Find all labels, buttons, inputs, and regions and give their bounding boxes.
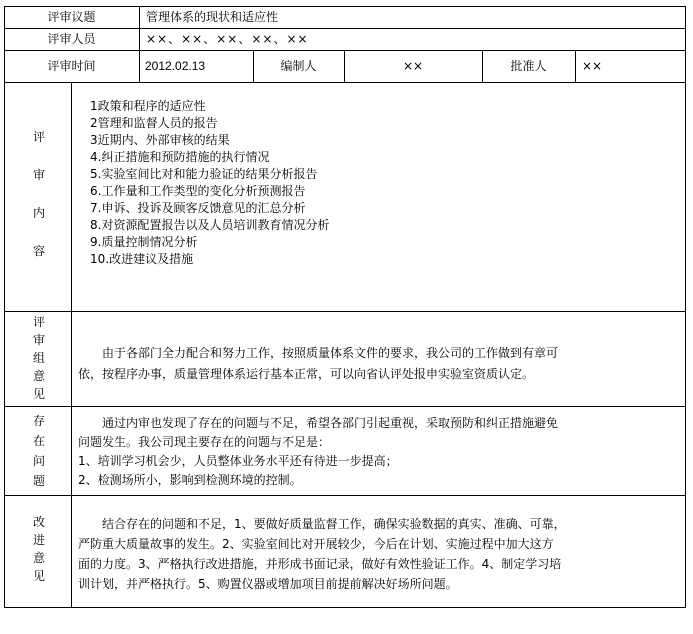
problems-label-char: 问 xyxy=(32,454,45,468)
improvement-label-char: 进 xyxy=(32,533,45,547)
grid-line xyxy=(4,406,686,407)
grid-line xyxy=(4,6,686,7)
improvement-text xyxy=(78,514,678,594)
grid-line xyxy=(685,6,686,608)
opinion-label-char: 意 xyxy=(32,369,45,383)
list-item: 7.申诉、投诉及顾客反馈意见的汇总分析 xyxy=(90,201,306,215)
opinion-label-char: 审 xyxy=(32,333,45,347)
list-item: 10.改进建议及措施 xyxy=(90,252,194,266)
opinion-line: 由于各部门全力配合和努力工作，按照质量体系文件的要求，我公司的工作做到有章可 xyxy=(102,346,559,360)
topic-label: 评审议题 xyxy=(47,10,96,24)
list-item: 6.工作量和工作类型的变化分析预测报告 xyxy=(90,184,306,198)
problems-label-char: 存 xyxy=(32,414,45,428)
list-item: 4.纠正措施和预防措施的执行情况 xyxy=(90,150,270,164)
problems-label-char: 在 xyxy=(32,434,45,448)
improvement-label-char: 见 xyxy=(32,569,45,583)
opinion-label xyxy=(4,313,74,403)
grid-line xyxy=(4,28,686,29)
content-label-char: 内 xyxy=(32,206,45,220)
time-label: 评审时间 xyxy=(47,59,96,73)
problems-label xyxy=(4,411,74,491)
opinion-label-char: 组 xyxy=(32,351,45,365)
grid-line xyxy=(4,495,686,496)
problems-line: 问题发生。我公司现主要存在的问题与不足是： xyxy=(78,435,331,449)
staff-value: ××、××、××、××、×× xyxy=(146,32,309,46)
opinion-label-char: 评 xyxy=(32,315,45,329)
content-list xyxy=(90,98,329,268)
problems-line: 2、检测场所小，影响到检测环境的控制。 xyxy=(78,473,302,487)
editor-value: ×× xyxy=(402,59,424,73)
problems-line: 通过内审也发现了存在的问题与不足，希望各部门引起重视，采取预防和纠正措施避免 xyxy=(102,416,559,430)
content-label-char: 容 xyxy=(32,244,45,258)
content-label-char: 审 xyxy=(32,168,45,182)
grid-line xyxy=(4,607,686,608)
problems-line: 1、培训学习机会少，人员整体业务水平还有待进一步提高； xyxy=(78,454,398,468)
grid-line xyxy=(4,311,686,312)
improvement-line: 面的力度。3、严格执行改进措施，并形成书面记录，做好有效性验证工作。4、制定学习培 xyxy=(78,557,562,571)
grid-line xyxy=(4,82,686,83)
grid-line xyxy=(4,50,686,51)
improvement-line: 严防重大质量故事的发生。2、实验室间比对开展较少，今后在计划、实施过程中加大这方 xyxy=(78,537,554,551)
opinion-text xyxy=(78,343,678,385)
problems-label-char: 题 xyxy=(32,474,45,488)
time-value: 2012.02.13 xyxy=(145,59,206,73)
list-item: 1政策和程序的适应性 xyxy=(90,99,206,113)
opinion-line: 依，按程序办事，质量管理体系运行基本正常，可以向省认评处报申实验室资质认定。 xyxy=(78,367,535,381)
improvement-label-char: 意 xyxy=(32,551,45,565)
content-label xyxy=(4,128,74,280)
approver-value: ×× xyxy=(582,59,603,73)
problems-text xyxy=(78,414,678,490)
list-item: 8.对资源配置报告以及人员培训教育情况分析 xyxy=(90,218,330,232)
content-label-char: 评 xyxy=(32,130,45,144)
improvement-line: 训计划，并严格执行。5、购置仪器或增加项目前提前解决好场所问题。 xyxy=(78,577,458,591)
grid-line xyxy=(139,6,140,83)
list-item: 2管理和监督人员的报告 xyxy=(90,116,218,130)
grid-line xyxy=(575,50,576,83)
approver-label: 批准人 xyxy=(510,59,547,73)
list-item: 5.实验室间比对和能力验证的结果分析报告 xyxy=(90,167,318,181)
editor-label: 编制人 xyxy=(280,59,317,73)
improvement-line: 结合存在的问题和不足，1、要做好质量监督工作，确保实验数据的真实、准确、可靠， xyxy=(102,517,566,531)
list-item: 9.质量控制情况分析 xyxy=(90,235,198,249)
opinion-label-char: 见 xyxy=(32,387,45,401)
improvement-label xyxy=(4,513,74,585)
topic-value: 管理体系的现状和适应性 xyxy=(146,10,279,24)
staff-label: 评审人员 xyxy=(47,32,96,46)
list-item: 3近期内、外部审核的结果 xyxy=(90,133,230,147)
improvement-label-char: 改 xyxy=(32,515,45,529)
